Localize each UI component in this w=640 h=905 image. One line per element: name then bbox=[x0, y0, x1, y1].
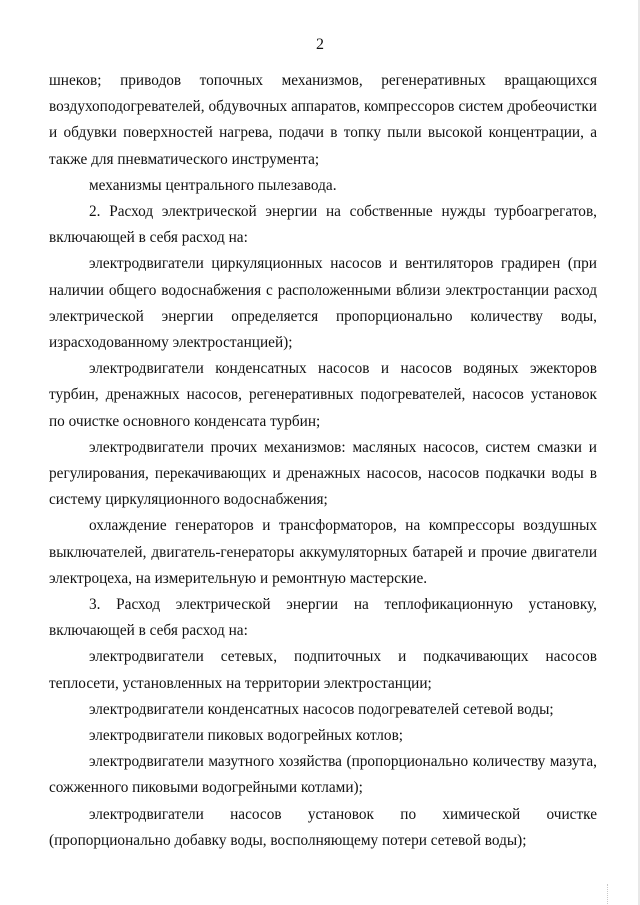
paragraph: 2. Расход электрической энергии на собственные нужды турбоагрегатов, включающей в себя расход на: bbox=[49, 203, 597, 247]
paragraph: электродвигатели циркуляционных насосов и вентиляторов градирен (при наличии общего водоснабжения с расположенными вблизи электростанции расход электрической энергии определяется пропорционально количеству воды, израсходованному электростанцией); bbox=[49, 255, 597, 352]
paragraph: шнеков; приводов топочных механизмов, регенеративных вращающихся воздухоподогревателей, обдувочных аппаратов, компрессоров систем дробеочистки и обдувки поверхностей нагрева, подачи в топку пыли высокой концентрации, а также для пневматического инструмента; bbox=[49, 72, 597, 168]
paragraph: электродвигатели прочих механизмов: масляных насосов, систем смазки и регулирования, перекачивающих и дренажных насосов, насосов подкачки воды в систему циркуляционного водоснабжения; bbox=[49, 438, 597, 509]
paragraph: электродвигатели насосов установок по химической очистке (пропорционально добавку воды, восполняющему потери сетевой воды); bbox=[49, 805, 597, 849]
paragraph: электродвигатели пиковых водогрейных котлов; bbox=[89, 727, 404, 745]
paragraph: электродвигатели сетевых, подпиточных и подкачивающих насосов теплосети, установленных на территории электростанции; bbox=[49, 648, 597, 692]
paragraph: 3. Расход электрической энергии на теплофикационную установку, включающей в себя расход на: bbox=[49, 596, 597, 640]
scan-artifact bbox=[607, 884, 609, 904]
paragraph: охлаждение генераторов и трансформаторов, на компрессоры воздушных выключателей, двигатель-генераторы аккумуляторных батарей и прочие двигатели электроцеха, на измерительную и ремонтную мастерские. bbox=[49, 517, 597, 587]
document-body bbox=[49, 68, 597, 854]
paragraph: электродвигатели конденсатных насосов подогревателей сетевой воды; bbox=[89, 700, 554, 718]
page-number: 2 bbox=[316, 36, 324, 53]
paragraph: электродвигатели мазутного хозяйства (пропорционально количеству мазута, сожженного пиковыми водогрейными котлами); bbox=[49, 753, 597, 797]
paragraph: электродвигатели конденсатных насосов и насосов водяных эжекторов турбин, дренажных насосов, регенеративных подогревателей, насосов установок по очистке основного конденсата турбин; bbox=[49, 360, 597, 430]
paragraph: механизмы центрального пылезавода. bbox=[89, 176, 337, 194]
